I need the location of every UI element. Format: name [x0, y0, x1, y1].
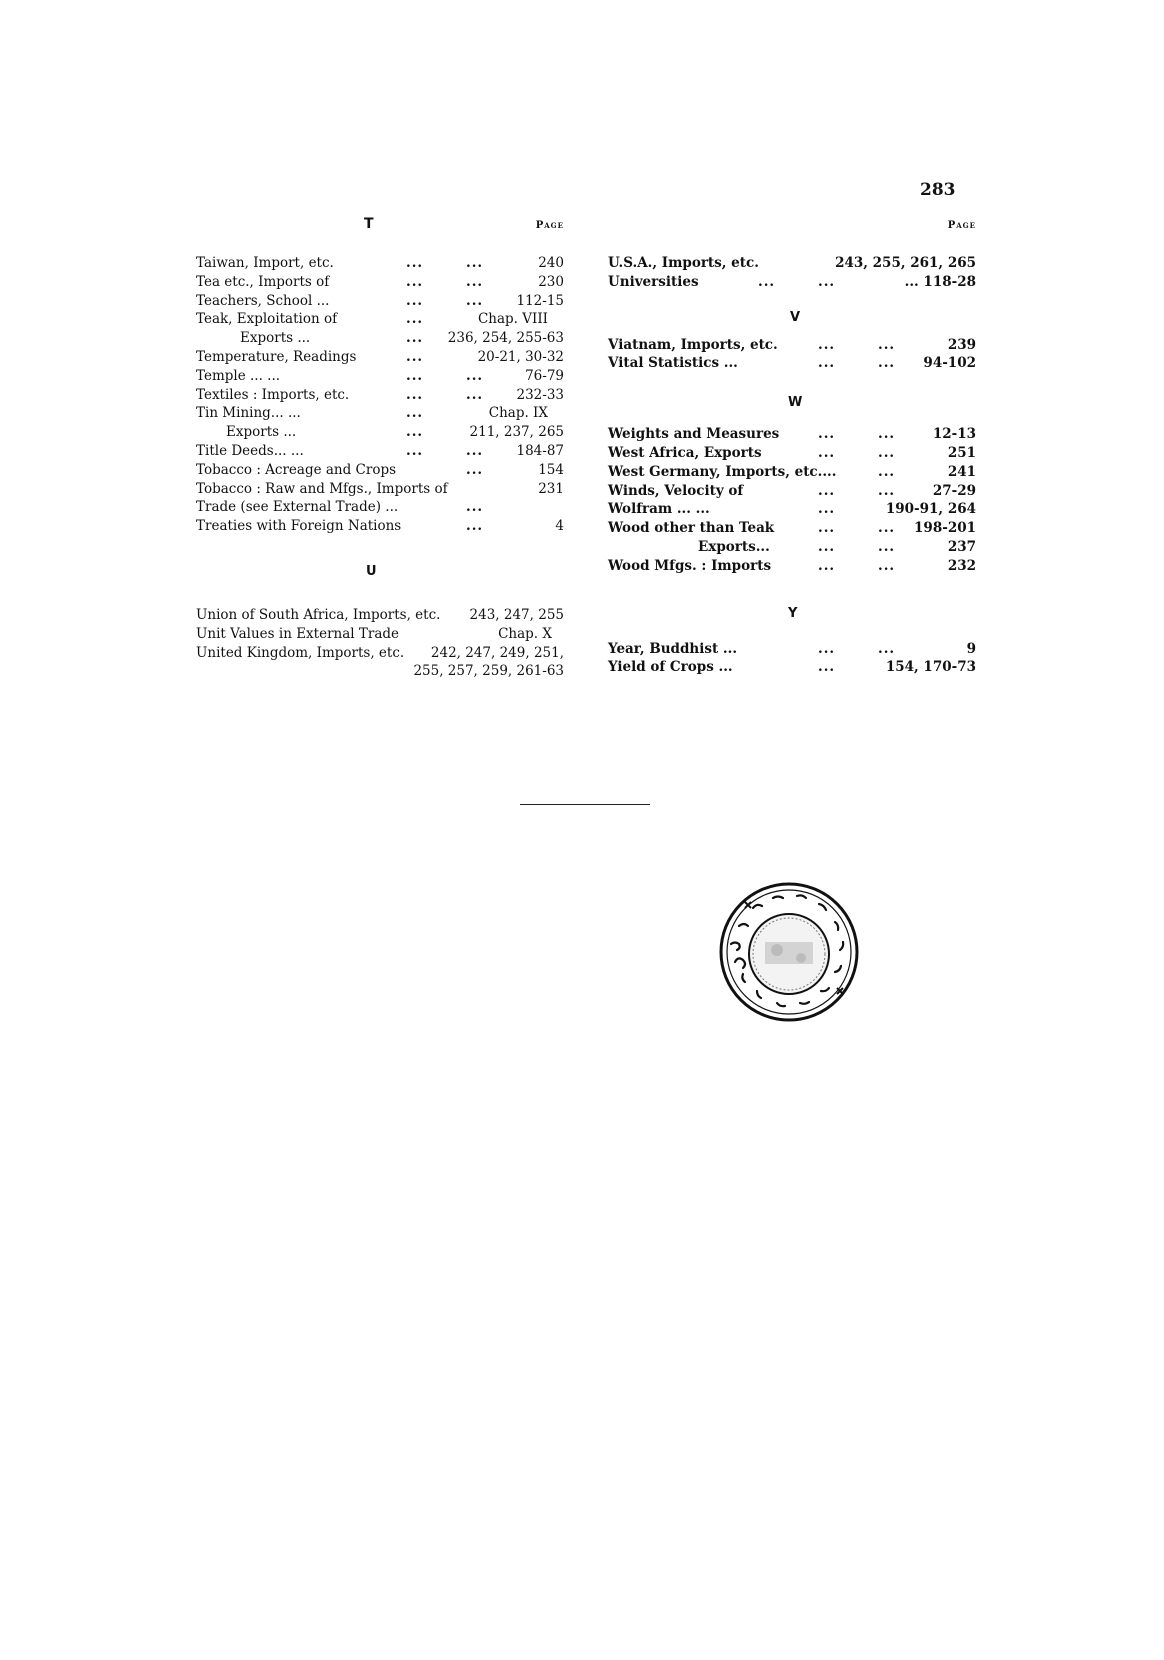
page-reference: 241	[947, 463, 976, 480]
leader-dots: ...	[406, 273, 424, 290]
index-term: Tea etc., Imports of	[196, 273, 330, 290]
page-reference: 27-29	[932, 482, 976, 499]
page-reference: 154, 170-73	[885, 659, 976, 676]
page-reference: Chap. IX	[488, 405, 548, 422]
leader-dots: ...	[466, 442, 484, 459]
section-letter-v: V	[790, 309, 801, 325]
leader-dots: ...	[818, 444, 836, 461]
leader-dots: ...	[878, 538, 896, 555]
section-letter-y: Y	[788, 605, 798, 621]
index-term: Tobacco : Raw and Mfgs., Imports of	[196, 480, 448, 497]
index-term: Yield of Crops ...	[608, 659, 733, 676]
leader-dots: ...	[818, 640, 836, 657]
index-term: Title Deeds... ...	[196, 442, 304, 459]
section-heading-y	[608, 576, 980, 634]
section-heading-u	[196, 536, 568, 596]
index-term: Temple ... ...	[196, 367, 281, 384]
index-term: Textiles : Imports, etc.	[196, 386, 350, 403]
index-entry	[196, 517, 568, 536]
index-term: Teak, Exploitation of	[196, 311, 338, 328]
leader-dots: ...	[818, 426, 836, 443]
leader-dots: ...	[818, 355, 836, 372]
index-entry	[608, 640, 980, 659]
index-term: Exports ...	[226, 424, 297, 441]
index-entry	[608, 336, 980, 355]
leader-dots: ...	[466, 292, 484, 309]
page-reference: 9	[966, 640, 976, 657]
index-entry	[608, 500, 980, 519]
index-entry	[608, 425, 980, 444]
page-column-label: Page	[535, 220, 564, 231]
index-term: Tin Mining... ...	[196, 405, 301, 422]
index-subentry	[196, 423, 568, 442]
leader-dots: ...	[818, 659, 836, 676]
leader-dots: ...	[878, 426, 896, 443]
leader-dots: ...	[878, 355, 896, 372]
page-reference: 211, 237, 265	[469, 424, 564, 441]
leader-dots: ...	[466, 518, 484, 535]
index-term: Treaties with Foreign Nations	[196, 518, 402, 535]
index-entry	[608, 354, 980, 373]
page-reference: 231	[538, 480, 564, 497]
leader-dots: ...	[758, 273, 776, 290]
index-term: West Germany, Imports, etc....	[608, 463, 837, 480]
library-seal-stamp	[717, 880, 861, 1024]
index-term: Viatnam, Imports, etc.	[608, 336, 778, 353]
page-reference: 243, 247, 255	[469, 606, 564, 623]
leader-dots: ...	[878, 463, 896, 480]
index-entry	[608, 444, 980, 463]
index-term: Universities	[608, 273, 699, 290]
index-entry	[196, 625, 568, 644]
index-term: U.S.A., Imports, etc.	[608, 255, 759, 271]
leader-dots: ...	[406, 424, 424, 441]
leader-dots: ...	[878, 482, 896, 499]
page-reference: 236, 254, 255-63	[447, 330, 564, 347]
index-term: Vital Statistics ...	[608, 355, 738, 372]
index-entry	[196, 442, 568, 461]
index-term: West Africa, Exports	[608, 444, 762, 461]
index-entry	[608, 273, 980, 292]
page-reference: 12-13	[932, 426, 976, 443]
leader-dots: ...	[466, 386, 484, 403]
index-entry	[196, 644, 568, 663]
index-entry-continuation	[196, 662, 568, 681]
index-entry	[608, 254, 980, 273]
index-term: Wood Mfgs. : Imports	[608, 557, 772, 574]
index-entry	[196, 367, 568, 386]
page-reference: 237	[947, 538, 976, 555]
page-reference: 198-201	[914, 520, 976, 537]
index-entry	[196, 480, 568, 499]
leader-dots: ...	[818, 520, 836, 537]
index-term: Exports ...	[240, 330, 311, 347]
left-index-column	[196, 212, 568, 681]
index-entry	[196, 404, 568, 423]
page-reference: 232-33	[516, 386, 564, 403]
leader-dots: ...	[466, 255, 484, 271]
index-entry	[196, 348, 568, 367]
leader-dots: ...	[466, 461, 484, 478]
page-reference: 154	[538, 461, 564, 478]
index-entry	[608, 658, 980, 677]
index-entry	[196, 606, 568, 625]
page-column-label: Page	[947, 220, 976, 231]
index-entry	[196, 254, 568, 273]
page-reference: Chap. VIII	[477, 311, 548, 328]
index-term: Trade (see External Trade) ...	[196, 499, 399, 516]
page-reference: 255, 257, 259, 261-63	[413, 663, 564, 680]
section-letter-w: W	[788, 395, 803, 411]
leader-dots: ...	[818, 538, 836, 555]
index-entry	[196, 273, 568, 292]
index-term: Winds, Velocity of	[608, 482, 744, 499]
closing-rule	[520, 804, 650, 805]
leader-dots: ...	[878, 444, 896, 461]
index-term: Exports...	[698, 538, 770, 555]
page-number: 283	[920, 180, 956, 200]
leader-dots: ...	[406, 442, 424, 459]
leader-dots: ...	[466, 367, 484, 384]
page-reference: 190-91, 264	[885, 501, 976, 518]
index-term: Year, Buddhist ...	[608, 640, 738, 657]
page-reference: 230	[538, 273, 564, 290]
page-reference: 242, 247, 249, 251,	[430, 644, 564, 661]
page-reference: 251	[947, 444, 976, 461]
page-reference: ... 118-28	[904, 273, 976, 290]
page-reference: 94-102	[923, 355, 976, 372]
page-reference: 232	[947, 557, 976, 574]
page-reference: 243, 255, 261, 265	[835, 255, 976, 271]
leader-dots: ...	[466, 273, 484, 290]
index-entry	[608, 482, 980, 501]
page-reference: 239	[947, 336, 976, 353]
section-heading-v	[608, 292, 980, 336]
index-term: Temperature, Readings	[196, 348, 357, 365]
section-heading-w	[608, 373, 980, 425]
section-letter-u: U	[366, 563, 377, 579]
leader-dots: ...	[406, 292, 424, 309]
section-letter-t: T	[364, 216, 374, 232]
index-entry	[196, 461, 568, 480]
index-entry	[196, 292, 568, 311]
right-index-column	[608, 212, 980, 677]
leader-dots: ...	[406, 348, 424, 365]
leader-dots: ...	[878, 520, 896, 537]
index-entry	[196, 386, 568, 405]
index-term: Tobacco : Acreage and Crops	[196, 461, 397, 478]
index-subentry	[196, 329, 568, 348]
index-term: Wolfram ... ...	[608, 501, 710, 518]
page-reference: 112-15	[516, 292, 564, 309]
left-column-head	[196, 212, 568, 244]
leader-dots: ...	[878, 640, 896, 657]
page-reference: 20-21, 30-32	[477, 348, 564, 365]
index-term: Taiwan, Import, etc.	[196, 255, 334, 271]
leader-dots: ...	[406, 367, 424, 384]
leader-dots: ...	[406, 330, 424, 347]
leader-dots: ...	[818, 273, 836, 290]
index-entry	[608, 463, 980, 482]
page-reference: 4	[555, 518, 564, 535]
index-term: Union of South Africa, Imports, etc.	[196, 606, 441, 623]
leader-dots: ...	[466, 499, 484, 516]
index-entry	[196, 310, 568, 329]
index-subentry	[608, 538, 980, 557]
index-entry	[608, 557, 980, 576]
leader-dots: ...	[818, 482, 836, 499]
leader-dots: ...	[818, 557, 836, 574]
index-term: Teachers, School ...	[196, 292, 330, 309]
page-reference: 184-87	[516, 442, 564, 459]
leader-dots: ...	[878, 336, 896, 353]
leader-dots: ...	[406, 386, 424, 403]
index-term: Weights and Measures	[608, 426, 780, 443]
index-term: Wood other than Teak	[608, 520, 775, 537]
page-reference: Chap. X	[498, 625, 552, 642]
right-column-head	[608, 212, 980, 244]
leader-dots: ...	[406, 405, 424, 422]
page-reference: 76-79	[525, 367, 564, 384]
leader-dots: ...	[818, 501, 836, 518]
leader-dots: ...	[818, 336, 836, 353]
leader-dots: ...	[406, 255, 424, 271]
index-term: United Kingdom, Imports, etc.	[196, 644, 405, 661]
page-reference: 240	[538, 255, 564, 271]
leader-dots: ...	[406, 311, 424, 328]
index-entry	[608, 519, 980, 538]
leader-dots: ...	[878, 557, 896, 574]
index-entry	[196, 498, 568, 517]
index-term: Unit Values in External Trade	[196, 625, 400, 642]
